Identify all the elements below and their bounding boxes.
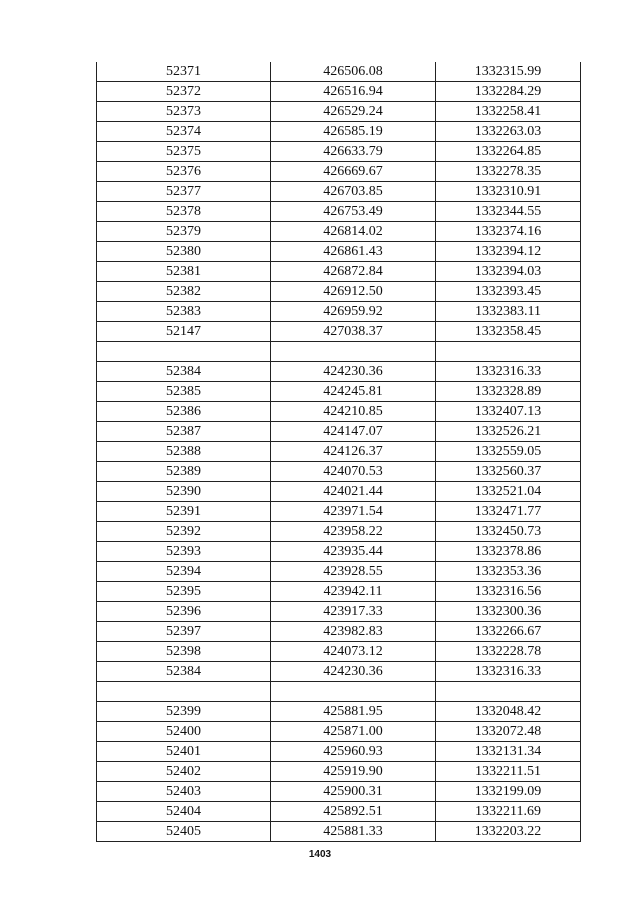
x-coordinate-cell: 425871.00 [271, 722, 436, 742]
y-coordinate-cell: 1332394.12 [436, 242, 581, 262]
point-id-cell: 52385 [97, 382, 271, 402]
table-row [97, 262, 581, 282]
point-id-cell: 52372 [97, 82, 271, 102]
y-coordinate-cell: 1332203.22 [436, 822, 581, 842]
separator-row [97, 682, 581, 702]
y-coordinate-cell: 1332278.35 [436, 162, 581, 182]
table-row [97, 642, 581, 662]
table-row [97, 622, 581, 642]
x-coordinate-cell: 426633.79 [271, 142, 436, 162]
table-row [97, 522, 581, 542]
y-coordinate-cell [436, 682, 581, 702]
y-coordinate-cell: 1332316.33 [436, 662, 581, 682]
point-id-cell: 52386 [97, 402, 271, 422]
y-coordinate-cell: 1332199.09 [436, 782, 581, 802]
table-row [97, 282, 581, 302]
point-id-cell: 52405 [97, 822, 271, 842]
point-id-cell: 52389 [97, 462, 271, 482]
table-row [97, 542, 581, 562]
y-coordinate-cell: 1332131.34 [436, 742, 581, 762]
x-coordinate-cell: 426585.19 [271, 122, 436, 142]
x-coordinate-cell: 424230.36 [271, 662, 436, 682]
x-coordinate-cell [271, 342, 436, 362]
table-row [97, 122, 581, 142]
point-id-cell: 52383 [97, 302, 271, 322]
point-id-cell: 52403 [97, 782, 271, 802]
table-row [97, 302, 581, 322]
point-id-cell: 52397 [97, 622, 271, 642]
x-coordinate-cell: 424245.81 [271, 382, 436, 402]
point-id-cell: 52376 [97, 162, 271, 182]
table-row [97, 402, 581, 422]
table-row [97, 202, 581, 222]
table-row [97, 162, 581, 182]
table-row [97, 222, 581, 242]
point-id-cell: 52377 [97, 182, 271, 202]
point-id-cell: 52402 [97, 762, 271, 782]
table-row [97, 82, 581, 102]
y-coordinate-cell: 1332258.41 [436, 102, 581, 122]
y-coordinate-cell: 1332344.55 [436, 202, 581, 222]
x-coordinate-cell: 423982.83 [271, 622, 436, 642]
x-coordinate-cell: 423935.44 [271, 542, 436, 562]
x-coordinate-cell: 424147.07 [271, 422, 436, 442]
y-coordinate-cell: 1332559.05 [436, 442, 581, 462]
point-id-cell: 52381 [97, 262, 271, 282]
point-id-cell: 52382 [97, 282, 271, 302]
y-coordinate-cell: 1332316.33 [436, 362, 581, 382]
x-coordinate-cell: 426529.24 [271, 102, 436, 122]
point-id-cell: 52374 [97, 122, 271, 142]
x-coordinate-cell: 424070.53 [271, 462, 436, 482]
x-coordinate-cell: 425892.51 [271, 802, 436, 822]
y-coordinate-cell: 1332393.45 [436, 282, 581, 302]
point-id-cell: 52375 [97, 142, 271, 162]
point-id-cell: 52147 [97, 322, 271, 342]
x-coordinate-cell: 423917.33 [271, 602, 436, 622]
point-id-cell: 52398 [97, 642, 271, 662]
y-coordinate-cell: 1332526.21 [436, 422, 581, 442]
y-coordinate-cell: 1332300.36 [436, 602, 581, 622]
y-coordinate-cell: 1332383.11 [436, 302, 581, 322]
y-coordinate-cell: 1332310.91 [436, 182, 581, 202]
y-coordinate-cell: 1332211.51 [436, 762, 581, 782]
x-coordinate-cell: 425900.31 [271, 782, 436, 802]
table-row [97, 482, 581, 502]
y-coordinate-cell: 1332407.13 [436, 402, 581, 422]
point-id-cell: 52393 [97, 542, 271, 562]
x-coordinate-cell [271, 682, 436, 702]
table-row [97, 442, 581, 462]
x-coordinate-cell: 425881.33 [271, 822, 436, 842]
point-id-cell [97, 682, 271, 702]
y-coordinate-cell: 1332560.37 [436, 462, 581, 482]
x-coordinate-cell: 425881.95 [271, 702, 436, 722]
x-coordinate-cell: 424230.36 [271, 362, 436, 382]
y-coordinate-cell: 1332521.04 [436, 482, 581, 502]
table-row [97, 182, 581, 202]
separator-row [97, 342, 581, 362]
table-row [97, 142, 581, 162]
x-coordinate-cell: 426753.49 [271, 202, 436, 222]
y-coordinate-cell: 1332263.03 [436, 122, 581, 142]
x-coordinate-cell: 425960.93 [271, 742, 436, 762]
point-id-cell [97, 342, 271, 362]
point-id-cell: 52395 [97, 582, 271, 602]
x-coordinate-cell: 426516.94 [271, 82, 436, 102]
table-row [97, 702, 581, 722]
table-row [97, 422, 581, 442]
table-row [97, 742, 581, 762]
y-coordinate-cell: 1332316.56 [436, 582, 581, 602]
point-id-cell: 52390 [97, 482, 271, 502]
table-row [97, 102, 581, 122]
point-id-cell: 52379 [97, 222, 271, 242]
x-coordinate-cell: 423958.22 [271, 522, 436, 542]
y-coordinate-cell: 1332264.85 [436, 142, 581, 162]
table-row [97, 822, 581, 842]
point-id-cell: 52392 [97, 522, 271, 542]
coordinates-table [96, 62, 581, 842]
y-coordinate-cell: 1332315.99 [436, 62, 581, 82]
y-coordinate-cell: 1332374.16 [436, 222, 581, 242]
x-coordinate-cell: 423928.55 [271, 562, 436, 582]
point-id-cell: 52384 [97, 362, 271, 382]
x-coordinate-cell: 425919.90 [271, 762, 436, 782]
y-coordinate-cell: 1332328.89 [436, 382, 581, 402]
point-id-cell: 52384 [97, 662, 271, 682]
point-id-cell: 52394 [97, 562, 271, 582]
table-row [97, 762, 581, 782]
point-id-cell: 52387 [97, 422, 271, 442]
point-id-cell: 52404 [97, 802, 271, 822]
x-coordinate-cell: 426912.50 [271, 282, 436, 302]
y-coordinate-cell [436, 342, 581, 362]
x-coordinate-cell: 423942.11 [271, 582, 436, 602]
x-coordinate-cell: 424126.37 [271, 442, 436, 462]
table-row [97, 722, 581, 742]
x-coordinate-cell: 427038.37 [271, 322, 436, 342]
y-coordinate-cell: 1332072.48 [436, 722, 581, 742]
point-id-cell: 52380 [97, 242, 271, 262]
point-id-cell: 52400 [97, 722, 271, 742]
y-coordinate-cell: 1332284.29 [436, 82, 581, 102]
y-coordinate-cell: 1332228.78 [436, 642, 581, 662]
x-coordinate-cell: 424021.44 [271, 482, 436, 502]
table-row [97, 362, 581, 382]
y-coordinate-cell: 1332394.03 [436, 262, 581, 282]
y-coordinate-cell: 1332353.36 [436, 562, 581, 582]
y-coordinate-cell: 1332266.67 [436, 622, 581, 642]
x-coordinate-cell: 426506.08 [271, 62, 436, 82]
point-id-cell: 52401 [97, 742, 271, 762]
x-coordinate-cell: 426861.43 [271, 242, 436, 262]
point-id-cell: 52371 [97, 62, 271, 82]
point-id-cell: 52391 [97, 502, 271, 522]
y-coordinate-cell: 1332378.86 [436, 542, 581, 562]
x-coordinate-cell: 426814.02 [271, 222, 436, 242]
point-id-cell: 52373 [97, 102, 271, 122]
table-row [97, 382, 581, 402]
x-coordinate-cell: 426669.67 [271, 162, 436, 182]
point-id-cell: 52378 [97, 202, 271, 222]
x-coordinate-cell: 426959.92 [271, 302, 436, 322]
x-coordinate-cell: 424073.12 [271, 642, 436, 662]
y-coordinate-cell: 1332358.45 [436, 322, 581, 342]
table-row [97, 802, 581, 822]
table-row [97, 62, 581, 82]
point-id-cell: 52388 [97, 442, 271, 462]
x-coordinate-cell: 424210.85 [271, 402, 436, 422]
x-coordinate-cell: 423971.54 [271, 502, 436, 522]
y-coordinate-cell: 1332471.77 [436, 502, 581, 522]
table-row [97, 502, 581, 522]
table-row [97, 582, 581, 602]
y-coordinate-cell: 1332211.69 [436, 802, 581, 822]
point-id-cell: 52396 [97, 602, 271, 622]
table-row [97, 602, 581, 622]
table-row [97, 562, 581, 582]
x-coordinate-cell: 426872.84 [271, 262, 436, 282]
y-coordinate-cell: 1332048.42 [436, 702, 581, 722]
table-row [97, 242, 581, 262]
y-coordinate-cell: 1332450.73 [436, 522, 581, 542]
x-coordinate-cell: 426703.85 [271, 182, 436, 202]
table-row [97, 782, 581, 802]
coordinates-table-body [97, 62, 581, 842]
table-row [97, 322, 581, 342]
point-id-cell: 52399 [97, 702, 271, 722]
table-row [97, 462, 581, 482]
table-row [97, 662, 581, 682]
page-number: 1403 [308, 849, 332, 860]
